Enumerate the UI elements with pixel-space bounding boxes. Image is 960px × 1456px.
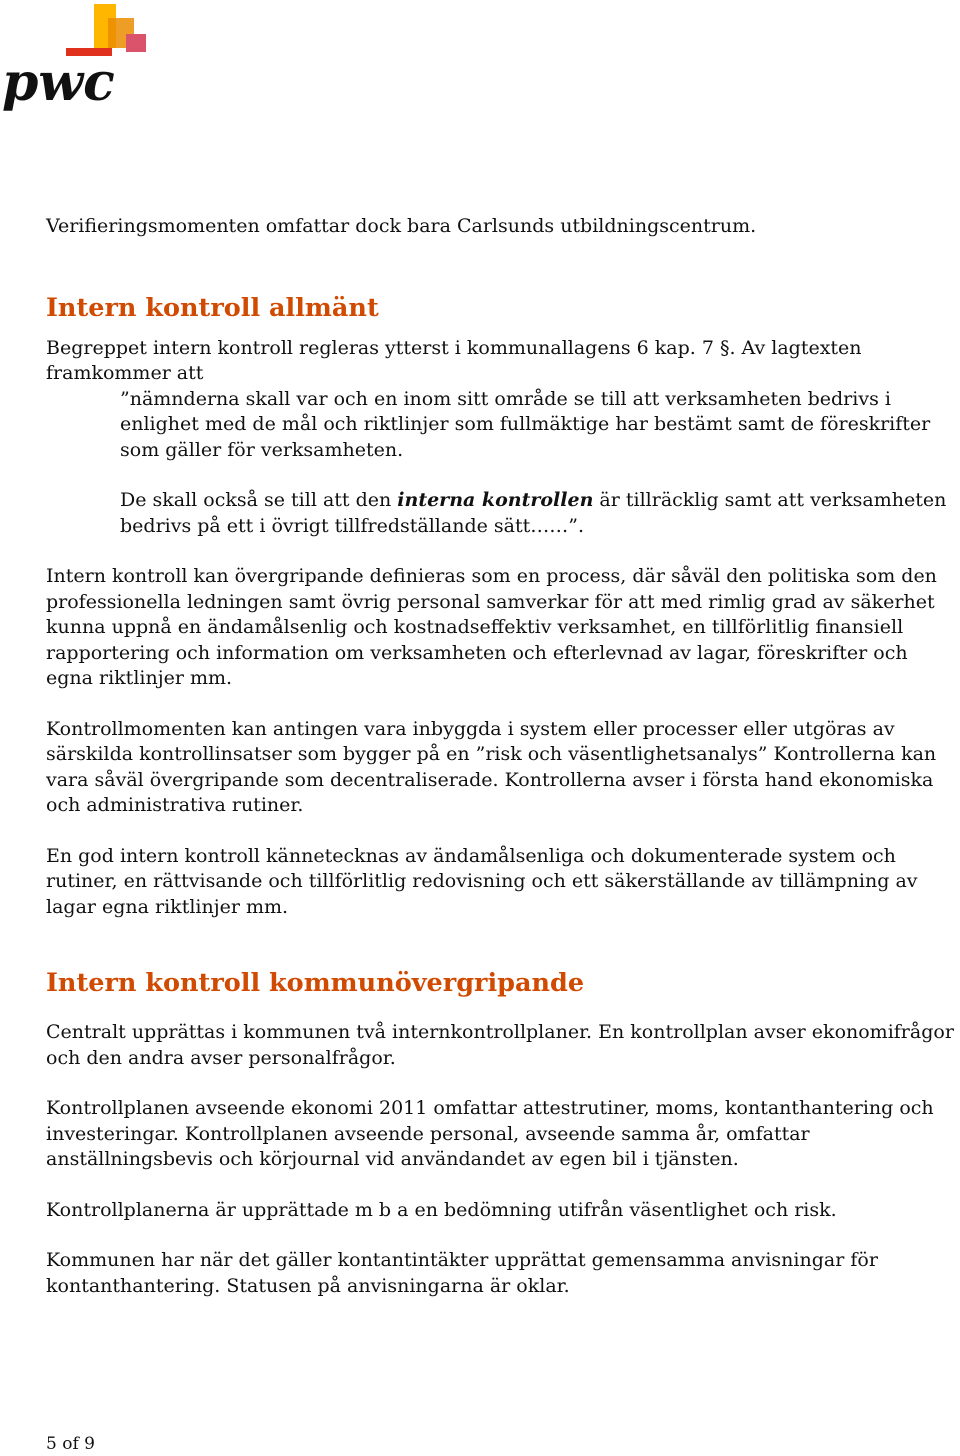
quote-namnderna: ”nämnderna skall var och en inom sitt område se till att verksamheten bedrivs i enlighet med de mål och riktlinjer som fullmäktige har bestämt samt de föreskrifter som gäller för verksamheten. [120,387,931,461]
paragraph-kontrollplan-ekonomi: Kontrollplanen avseende ekonomi 2011 omfattar attestrutiner, moms, kontanthantering och investeringar. Kontrollplanen avseende personal, avseende samma år, omfattar anställningsbevis och körjournal vid användandet av egen bil i tjänsten. [46,1097,934,1170]
paragraph-kontanthantering: Kommunen har när det gäller kontantintäkter upprättat gemensamma anvisningar för kontanthantering. Statusen på anvisningarna är oklar. [46,1249,878,1297]
logo-wordmark: pwc [2,52,115,113]
paragraph-kontrollmomenten: Kontrollmomenten kan antingen vara inbyggda i system eller processer eller utgöras av särskilda kontrollinsatser som bygger på en ”risk och väsentlighetsanalys” Kontrollerna kan vara såväl övergripande som decentraliserade. Kontrollerna avser i första hand ekonomiska och administrativa rutiner. [46,717,937,816]
paragraph-kontrollplaner-risk: Kontrollplanerna är upprättade m b a en bedömning utifrån väsentlighet och risk. [46,1198,837,1221]
logo-block-rose [126,34,146,52]
intro-paragraph: Verifieringsmomenten omfattar dock bara Carlsunds utbildningscentrum. [46,215,757,237]
paragraph-internkontrollplaner: Centralt upprättas i kommunen två internkontrollplaner. En kontrollplan avser ekonomifrågor och den andra avser personalfrågor. [46,1021,954,1069]
document-body [46,214,958,1299]
page-number: 5 of 9 [46,1434,95,1454]
paragraph-god-intern-kontroll: En god intern kontroll kännetecknas av ändamålsenliga och dokumenterade system och rutiner, en rättvisande och tillförlitlig redovisning och ett säkerställande av tillämpning av lagar egna riktlinjer mm. [46,844,918,918]
quote-text-end: är tillräcklig samt att verksamheten bedrivs på ett i övrigt tillfredställande sätt……”. [120,489,947,537]
heading-intern-kontroll-allmant: Intern kontroll allmänt [46,292,379,323]
pwc-logo [0,0,160,120]
quote-text-start: De skall också se till att den [120,489,398,511]
emphasis-interna-kontrollen: interna kontrollen [397,489,594,511]
heading-intern-kontroll-kommunovergripande: Intern kontroll kommunövergripande [46,968,585,998]
paragraph-lagtext: Begreppet intern kontroll regleras ytterst i kommunallagens 6 kap. 7 §. Av lagtexten framkommer att [46,336,862,384]
paragraph-definition: Intern kontroll kan övergripande definieras som en process, där såväl den politiska som den professionella ledningen samt övrig personal samverkar för att med rimlig grad av säkerhet kunna uppnå en ändamålsenlig och kostnadseffektiv verksamhet, en tillförlitlig finansiell rapportering och information om verksamheten och efterlevnad av lagar, föreskrifter och egna riktlinjer mm. [46,565,937,689]
quote-interna-kontrollen [46,488,958,539]
